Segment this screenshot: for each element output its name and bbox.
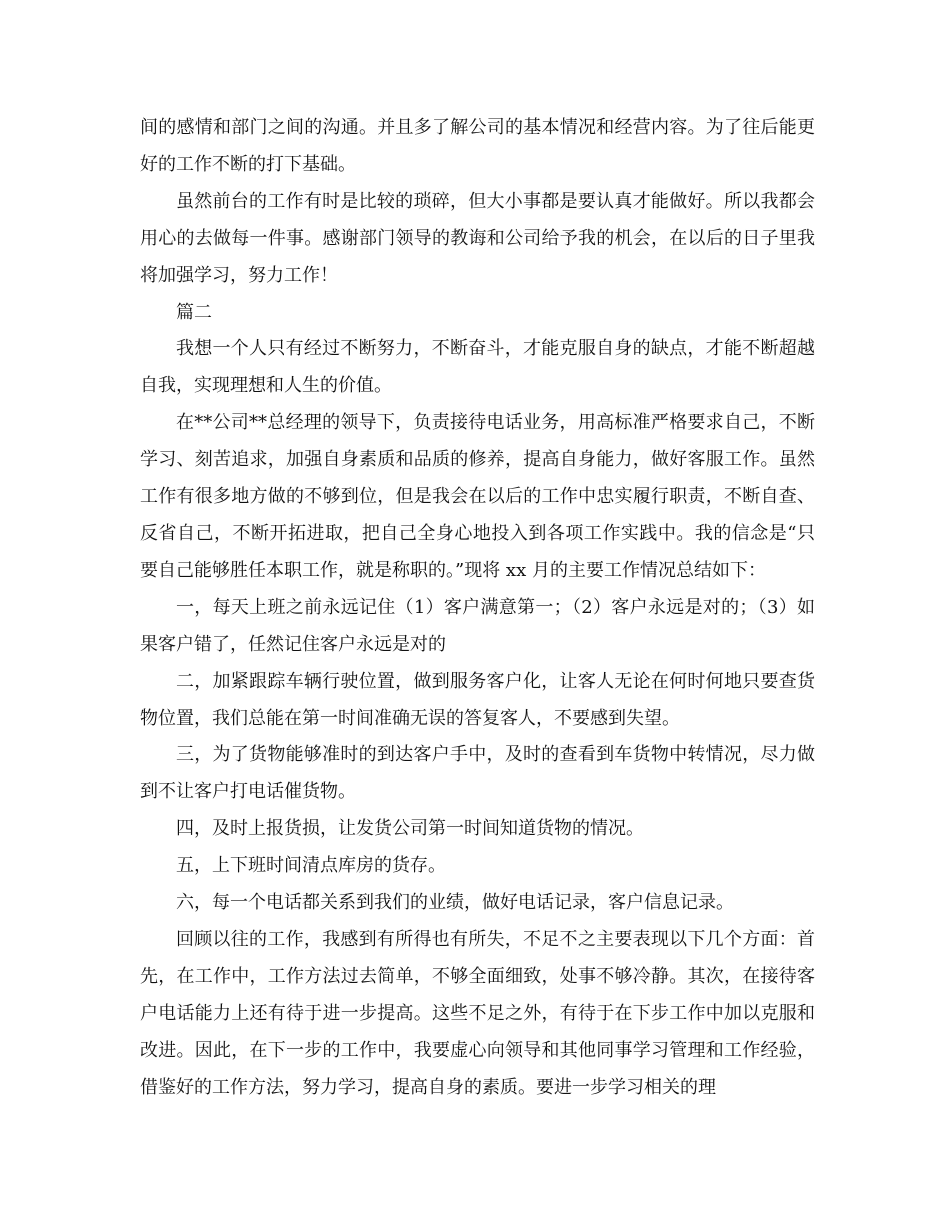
- paragraph: 虽然前台的工作有时是比较的琐碎，但大小事都是要认真才能做好。所以我都会用心的去做每一件事。感谢部门领导的教诲和公司给予我的机会，在以后的日子里我将加强学习，努力工作！: [140, 190, 815, 286]
- paragraph: 在**公司**总经理的领导下，负责接待电话业务，用高标准严格要求自己，不断学习、刻苦追求，加强自身素质和品质的修养，提高自身能力，做好客服工作。虽然工作有很多地方做的不够到位，但是我会在以后的工作中忠实履行职责，不断自查、反省自己，不断开拓进取，把自己全身心地投入到各项工作实践中。我的信念是“只要自己能够胜任本职工作，就是称职的。”现将 xx 月的主要工作情况总结如下：: [140, 412, 815, 581]
- list-item: 一，每天上班之前永远记住（1）客户满意第一；（2）客户永远是对的；（3）如果客户错了，任然记住客户永远是对的: [140, 596, 815, 655]
- list-item: 三，为了货物能够准时的到达客户手中，及时的查看到车货物中转情况，尽力做到不让客户打电话催货物。: [140, 744, 815, 803]
- list-item: 六，每一个电话都关系到我们的业绩，做好电话记录，客户信息记录。: [176, 892, 734, 914]
- list-item: 五，上下班时间清点库房的货存。: [176, 855, 446, 877]
- document-body: [140, 110, 815, 1106]
- list-item: 二，加紧跟踪车辆行驶位置，做到服务客户化，让客人无论在何时何地只要查货物位置，我们总能在第一时间准确无误的答复客人，不要感到失望。: [140, 670, 815, 729]
- list-item: 四，及时上报货损，让发货公司第一时间知道货物的情况。: [176, 818, 644, 840]
- section-heading: 篇二: [176, 301, 212, 323]
- paragraph: 回顾以往的工作，我感到有所得也有所失，不足不之主要表现以下几个方面：首先，在工作中，工作方法过去简单，不够全面细致，处事不够冷静。其次，在接待客户电话能力上还有待于进一步提高。这些不足之外，有待于在下步工作中加以克服和改进。因此，在下一步的工作中，我要虚心向领导和其他同事学习管理和工作经验，借鉴好的工作方法，努力学习，提高自身的素质。要进一步学习相关的理: [140, 928, 815, 1098]
- paragraph: 我想一个人只有经过不断努力，不断奋斗，才能克服自身的缺点，才能不断超越自我，实现理想和人生的价值。: [140, 338, 815, 397]
- paragraph-continuation: 间的感情和部门之间的沟通。并且多了解公司的基本情况和经营内容。为了往后能更好的工作不断的打下基础。: [140, 117, 815, 175]
